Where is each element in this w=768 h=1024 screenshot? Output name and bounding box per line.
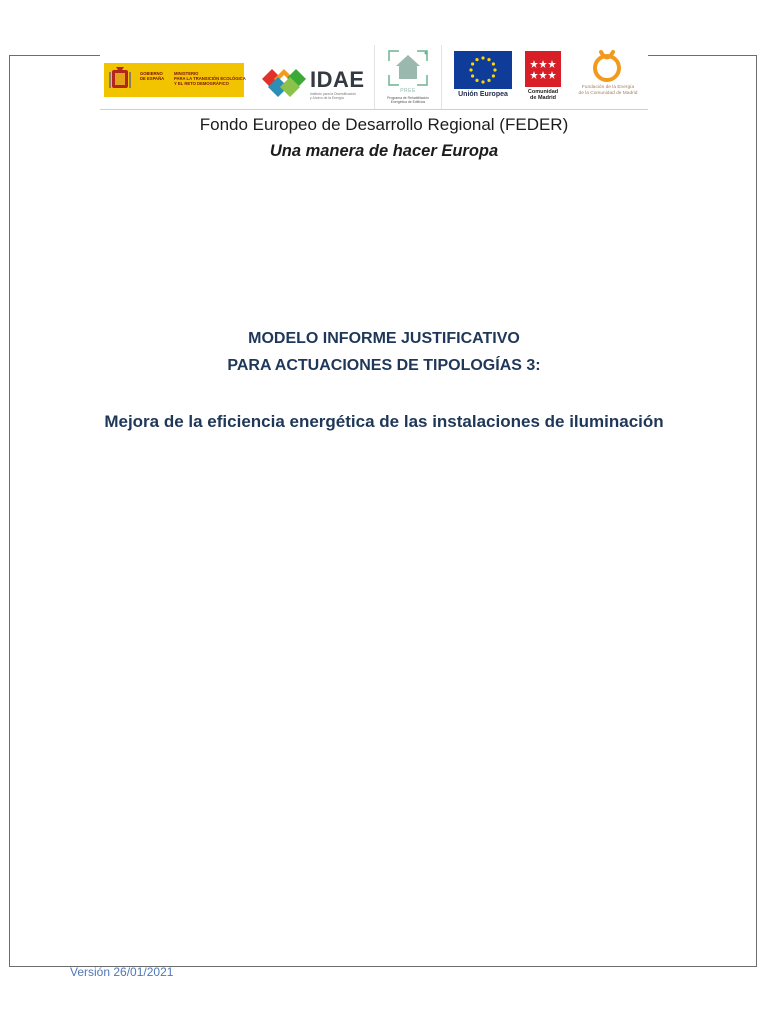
- union-europea-logo: [452, 49, 514, 101]
- gobierno-espana-logo: [104, 63, 244, 97]
- ministerio-text: MINISTERIO PARA LA TRANSICIÓN ECOLÓGICA Y EL RETO DEMOGRÁFICO: [174, 71, 246, 86]
- document-title-line-2: PARA ACTUACIONES DE TIPOLOGÍAS 3:: [227, 357, 541, 374]
- document-subtitle: Mejora de la eficiencia energética de las instalaciones de iluminación: [104, 412, 664, 431]
- pree-name: PREE: [400, 88, 416, 94]
- fundacion-energia-logo: [570, 47, 646, 105]
- version-footer: Versión 26/01/2021: [70, 965, 174, 979]
- page-border: [9, 55, 757, 967]
- pree-description: Programa de Rehabilitación Energética de Edificios: [387, 96, 429, 104]
- ue-label: Unión Europea: [458, 91, 508, 98]
- motto: Una manera de hacer Europa: [269, 142, 499, 160]
- fundacion-mark-icon: [590, 49, 624, 83]
- fundacion-label: Fundación de la Energía de la Comunidad de Madrid: [578, 85, 638, 96]
- logo-header: [100, 43, 648, 110]
- comunidad-madrid-logo: [524, 49, 562, 101]
- document-title-line-1: MODELO INFORME JUSTIFICATIVO: [248, 330, 520, 347]
- house-icon: [387, 49, 429, 87]
- pree-logo: [374, 45, 442, 109]
- funding-line: Fondo Europeo de Desarrollo Regional (FEDER): [199, 115, 569, 134]
- idae-subtitle: Instituto para la Diversificación y Ahorro de la Energía: [310, 92, 356, 100]
- idae-mark-icon: [260, 65, 308, 101]
- madrid-flag-icon: [525, 51, 561, 87]
- idae-wordmark: IDAE: [310, 67, 365, 92]
- coat-of-arms-icon: [109, 66, 131, 94]
- eu-flag-icon: [454, 51, 512, 89]
- cm-label: Comunidad de Madrid: [527, 89, 559, 101]
- gobierno-text: GOBIERNO DE ESPAÑA: [140, 71, 165, 81]
- idae-logo: [260, 63, 372, 103]
